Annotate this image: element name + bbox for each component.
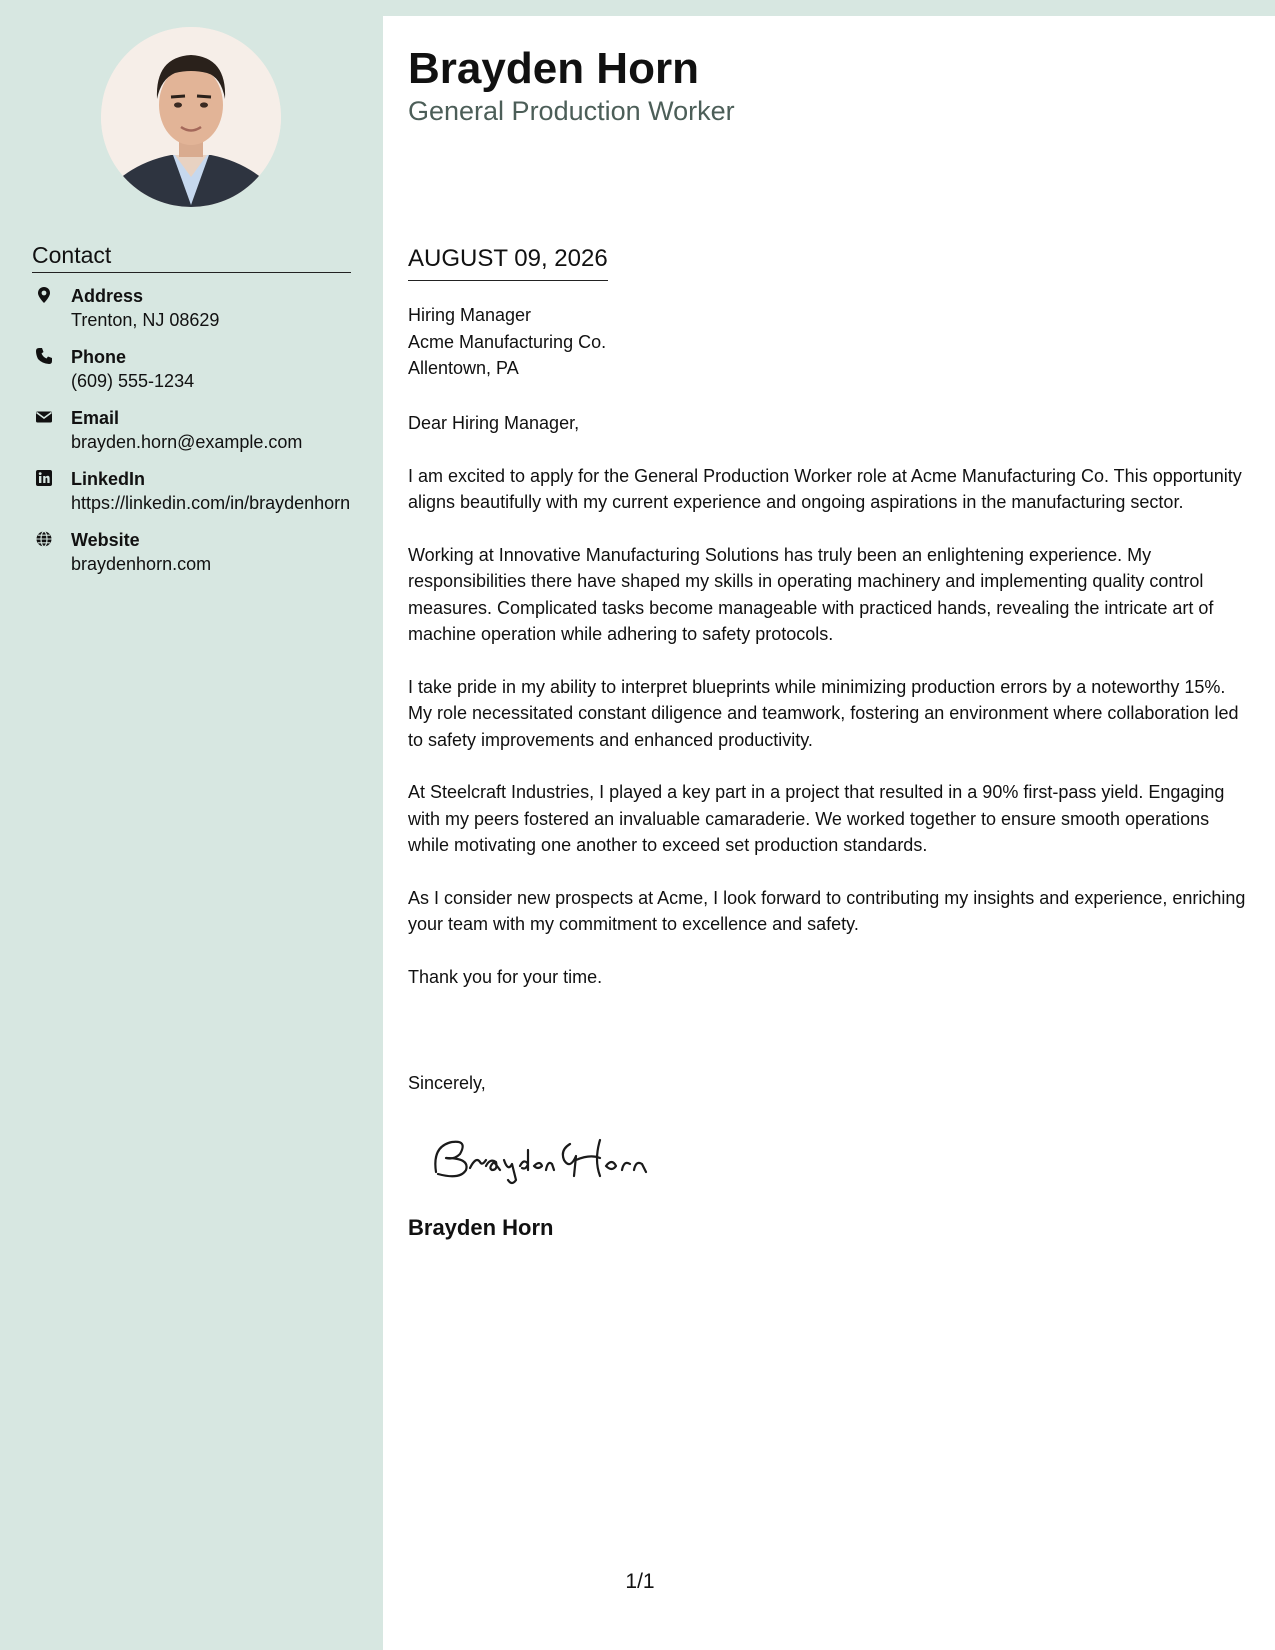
contact-label: Phone: [71, 347, 127, 367]
linkedin-icon: [35, 469, 53, 487]
letter-paragraph: Thank you for your time.: [408, 966, 603, 987]
handwritten-signature: [424, 1120, 684, 1190]
applicant-name: Brayden Horn: [408, 44, 699, 93]
linkedin-value[interactable]: https://linkedin.com/in/braydenhorn: [71, 493, 351, 513]
recipient-block: [408, 302, 606, 382]
phone-value[interactable]: (609) 555-1234: [71, 371, 195, 391]
letter-paragraph: As I consider new prospects at Acme, I look forward to contributing my insights and experience, enriching your team with my commitment to excellence and safety.: [408, 887, 1246, 934]
contact-item-phone: [32, 345, 352, 394]
contact-label: Address: [71, 286, 144, 306]
contact-label: LinkedIn: [71, 469, 146, 489]
location-pin-icon: [35, 286, 53, 304]
contact-item-email: [32, 406, 352, 455]
website-value[interactable]: braydenhorn.com: [71, 554, 212, 574]
letter-paragraph: At Steelcraft Industries, I played a key part in a project that resulted in a 90% first-pass yield. Engaging with my peers fostered an invaluable camaraderie. We worked together to ensure smooth operations while motivating one another to exceed set production standards.: [408, 782, 1225, 855]
contact-label: Email: [71, 408, 120, 428]
profile-photo: [101, 27, 281, 207]
address-value: Trenton, NJ 08629: [71, 310, 220, 330]
recipient-line: Acme Manufacturing Co.: [408, 331, 607, 352]
applicant-role: General Production Worker: [408, 96, 735, 126]
contact-item-website: [32, 528, 352, 577]
letter-paragraph: Working at Innovative Manufacturing Solutions has truly been an enlightening experience. My responsibilities there have shaped my skills in operating machinery and implementing quality control measures. Complicated tasks become manageable with practiced hands, revealing the intricate art of machine operation while adhering to safety protocols.: [408, 544, 1214, 644]
email-value[interactable]: brayden.horn@example.com: [71, 432, 303, 452]
letter-body: [408, 410, 1248, 1016]
globe-icon: [35, 530, 53, 548]
closing: Sincerely,: [408, 1073, 486, 1093]
page-number: 1/1: [625, 1570, 655, 1593]
signer-name: Brayden Horn: [408, 1215, 554, 1240]
envelope-icon: [35, 408, 53, 426]
contact-item-linkedin: [32, 467, 352, 516]
letter-paragraph: I take pride in my ability to interpret blueprints while minimizing production errors by a noteworthy 15%. My role necessitated constant diligence and teamwork, fostering an environment where collaboration led to safety improvements and enhanced productivity.: [408, 676, 1239, 750]
salutation: Dear Hiring Manager,: [408, 413, 580, 433]
contact-label: Website: [71, 530, 140, 550]
recipient-line: Allentown, PA: [408, 358, 519, 378]
letter-date: AUGUST 09, 2026: [408, 242, 608, 281]
contact-list: [32, 284, 352, 589]
contact-item-address: [32, 284, 352, 333]
phone-icon: [35, 347, 53, 365]
recipient-line: Hiring Manager: [408, 305, 532, 325]
contact-section-title: Contact: [32, 240, 351, 273]
letter-paragraph: I am excited to apply for the General Production Worker role at Acme Manufacturing Co. This opportunity aligns beautifully with my current experience and ongoing aspirations in the manufacturing sector.: [408, 465, 1242, 512]
